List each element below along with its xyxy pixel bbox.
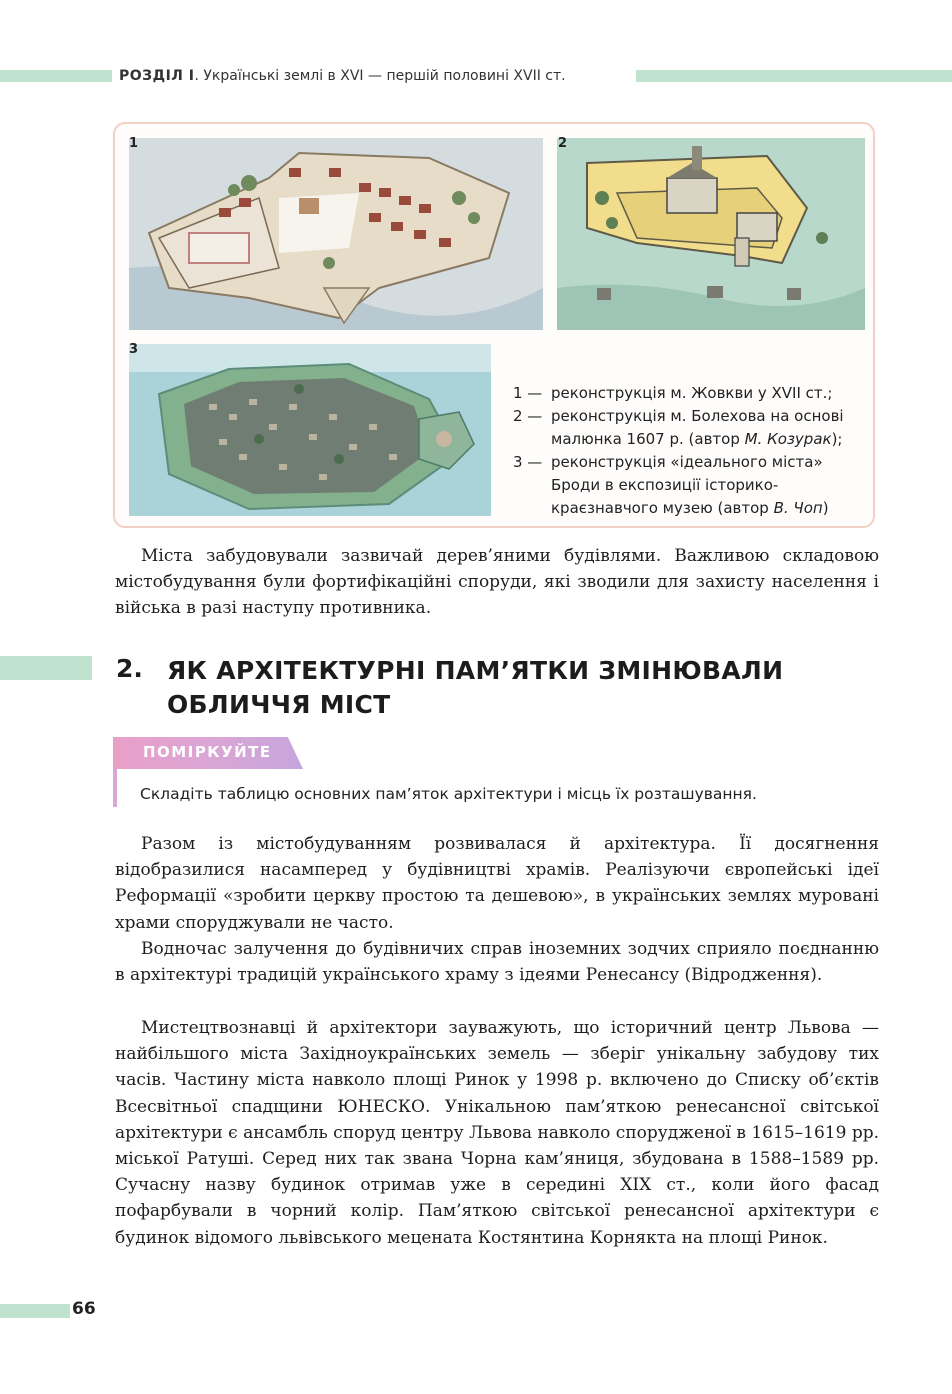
header-accent-bar-left [0,70,112,82]
caption-number: 1 — [513,384,543,402]
paragraph-text: Разом із містобудуванням розвивалася й архітектура. Її досягнення відобразилися насамперед у будівництві храмів. Реалізуючи європейські ідеї Реформації «зробити церкву простою та дешевою», в українських землях муровані храми споруджували не часто. [115,834,879,933]
think-box-task: Складіть таблицю основних пам’яток архітектури і місць їх розташування. [140,785,757,803]
caption-text [551,405,868,451]
paragraph-text: Водночас залучення до будівничих справ іноземних зодчих сприяло поєднанню в архітектурі традицій українського храму з ідеями Ренесансу (Відродження). [115,939,879,986]
think-box-accent-line [113,769,117,807]
caption-text-before: реконструкція «ідеального міста» Броди в експозиції історико-краєзнавчого музею (автор [551,453,823,517]
header-section-title: . Українські землі в XVI — першій половині XVII ст. [194,68,566,84]
caption-item [513,405,868,451]
caption-author: М. Козурак [744,430,832,448]
caption-text-after: ) [822,499,829,517]
caption-item [513,451,868,520]
panel-number-1: 1 [129,136,139,151]
section-title: ЯК АРХІТЕКТУРНІ ПАМ’ЯТКИ ЗМІНЮВАЛИ ОБЛИЧЧЯ МІСТ [167,656,784,719]
page-number: 66 [72,1299,96,1319]
panel-number-3: 3 [129,342,139,357]
brody-ideal-city-image [129,344,491,516]
figure-frame [113,122,875,528]
caption-text-after: ); [831,430,843,448]
bolekhiv-reconstruction-image [557,138,865,330]
footer-accent-bar [0,1304,70,1318]
section-number: 2. [116,654,143,683]
caption-text: реконструкція м. Жовкви у XVII ст.; [551,384,833,402]
header-accent-bar-right [636,70,952,82]
paragraph-text: Міста забудовували зазвичай дерев’яними будівлями. Важливою складовою містобудування були фортифікаційні споруди, які зводили для захисту населення і війська в разі наступу противника. [115,546,879,619]
caption-text-before: реконструкція м. Болехова на основі малюнка 1607 р. (автор [551,407,844,448]
paragraph-text: Мистецтвознавці й архітектори зауважують, що історичний центр Львова — найбільшого міста Західноукраїнських земель — зберіг унікальну забудову тих часів. Частину міста навколо площі Ринок у 1998 р. включено до Списку об’єктів Всесвітньої спадщини ЮНЕСКО. Унікальною пам’яткою ренесансної світської архітектури є ансамбль споруд центру Львова навколо спорудженої в 1615–1619 рр. міської Ратуші. Серед них так звана Чорна кам’яниця, збудована в 1588–1589 рр. Сучасну назву будинок отримав уже в середині XIX ст., коли його фасад пофарбували в чорний колір. Пам’яткою світської ренесансної архітектури є будинок відомого львівського мецената Костянтина Корнякта на площі Ринок. [115,1018,879,1248]
caption-item [513,382,868,405]
section-accent-band [0,656,92,680]
panel-number-2: 2 [558,136,568,151]
paragraph-renaissance [115,936,879,988]
figure-caption-list [513,382,868,520]
running-header [0,66,952,86]
caption-number: 2 — [513,407,543,425]
paragraph-fortifications [115,543,879,622]
paragraph-architecture [115,831,879,936]
header-section-label: РОЗДІЛ І [119,68,195,84]
zhovkva-reconstruction-image [129,138,543,330]
think-box-label: ПОМІРКУЙТЕ [143,743,272,761]
caption-number: 3 — [513,453,543,471]
caption-author: В. Чоп [773,499,823,517]
caption-text [551,451,868,520]
header-text [119,66,566,86]
paragraph-lviv [115,1015,879,1251]
